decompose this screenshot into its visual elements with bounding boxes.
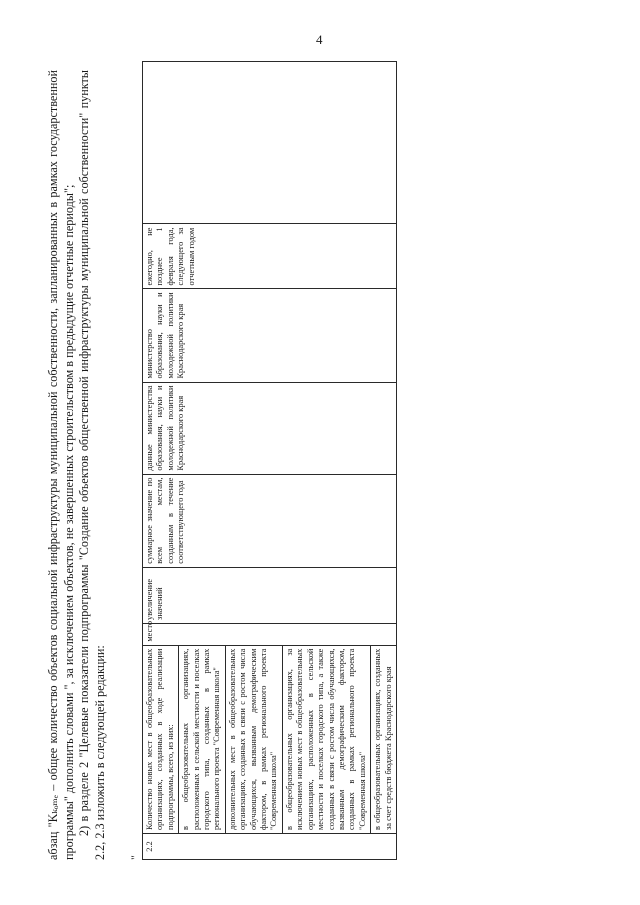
indicators-table — [142, 61, 397, 860]
calculation-method: суммарное значение по всем местам, созданным в течение соответствующего года — [143, 474, 397, 567]
sub-item-4: в общеобразовательных организациях, созданных за счет средств бюджета Краснодарского края — [371, 645, 397, 833]
main-indicator: Количество новых мест в общеобразовательных организациях, созданных в ходе реализации подпрограммы, всего, из них: — [143, 645, 179, 833]
table-row — [143, 62, 179, 860]
sub-item-3: в общеобразовательных организациях, за исключением новых мест в общеобразовательных организациях, расположенных в сельской местности и поселках городского типа, а также созданных в связи с ростом числа обучающихся, вызванным демографическим фактором, созданных в рамках регионального проекта "Современная школа" — [282, 645, 370, 833]
amendment-text — [46, 70, 108, 860]
sub-item-1: в общеобразовательных организациях, расположенных в сельской местности и поселках городского типа, созданных в рамках регионального проекта "Современная школа" — [179, 645, 226, 833]
row-number: 2.2 — [143, 834, 397, 860]
paragraph-2: 2) в разделе 2 "Целевые показатели подпрограммы "Создание объектов общественной инфраструктуры муниципальной собственности" пункты 2.2, 2.3 изложить в следующей редакции: — [77, 70, 107, 860]
frequency: ежегодно, не позднее 1 февраля года, следующего за отчетным годом — [143, 224, 397, 289]
data-source: данные министерства образования, науки и молодежной политики Краснодарского края — [143, 382, 397, 474]
responsible-body: министерство образования, науки и молодежной политики Краснодарского края — [143, 289, 397, 382]
sub-item-2: дополнительных мест в общеобразовательных организациях, созданных в связи с ростом числа обучающихся, вызванным демографическим фактором, в рамках регионального проекта "Современная школа" — [225, 645, 282, 833]
empty-cell — [143, 62, 397, 224]
unit: место — [143, 623, 397, 645]
opening-quote: " — [128, 855, 142, 860]
direction: увеличение значений — [143, 567, 397, 623]
rotated-page-content — [40, 60, 480, 860]
paragraph-1: абзац "Kₖₒₘₑ – общее количество объектов социальной инфраструктуры муниципальной собственности, запланированных в рамках государственной программы" дополнить словами ", за исключением объектов, не завершенных строительством в предыдущие отчетные периоды"; — [46, 70, 76, 860]
page-number: 4 — [316, 32, 323, 47]
